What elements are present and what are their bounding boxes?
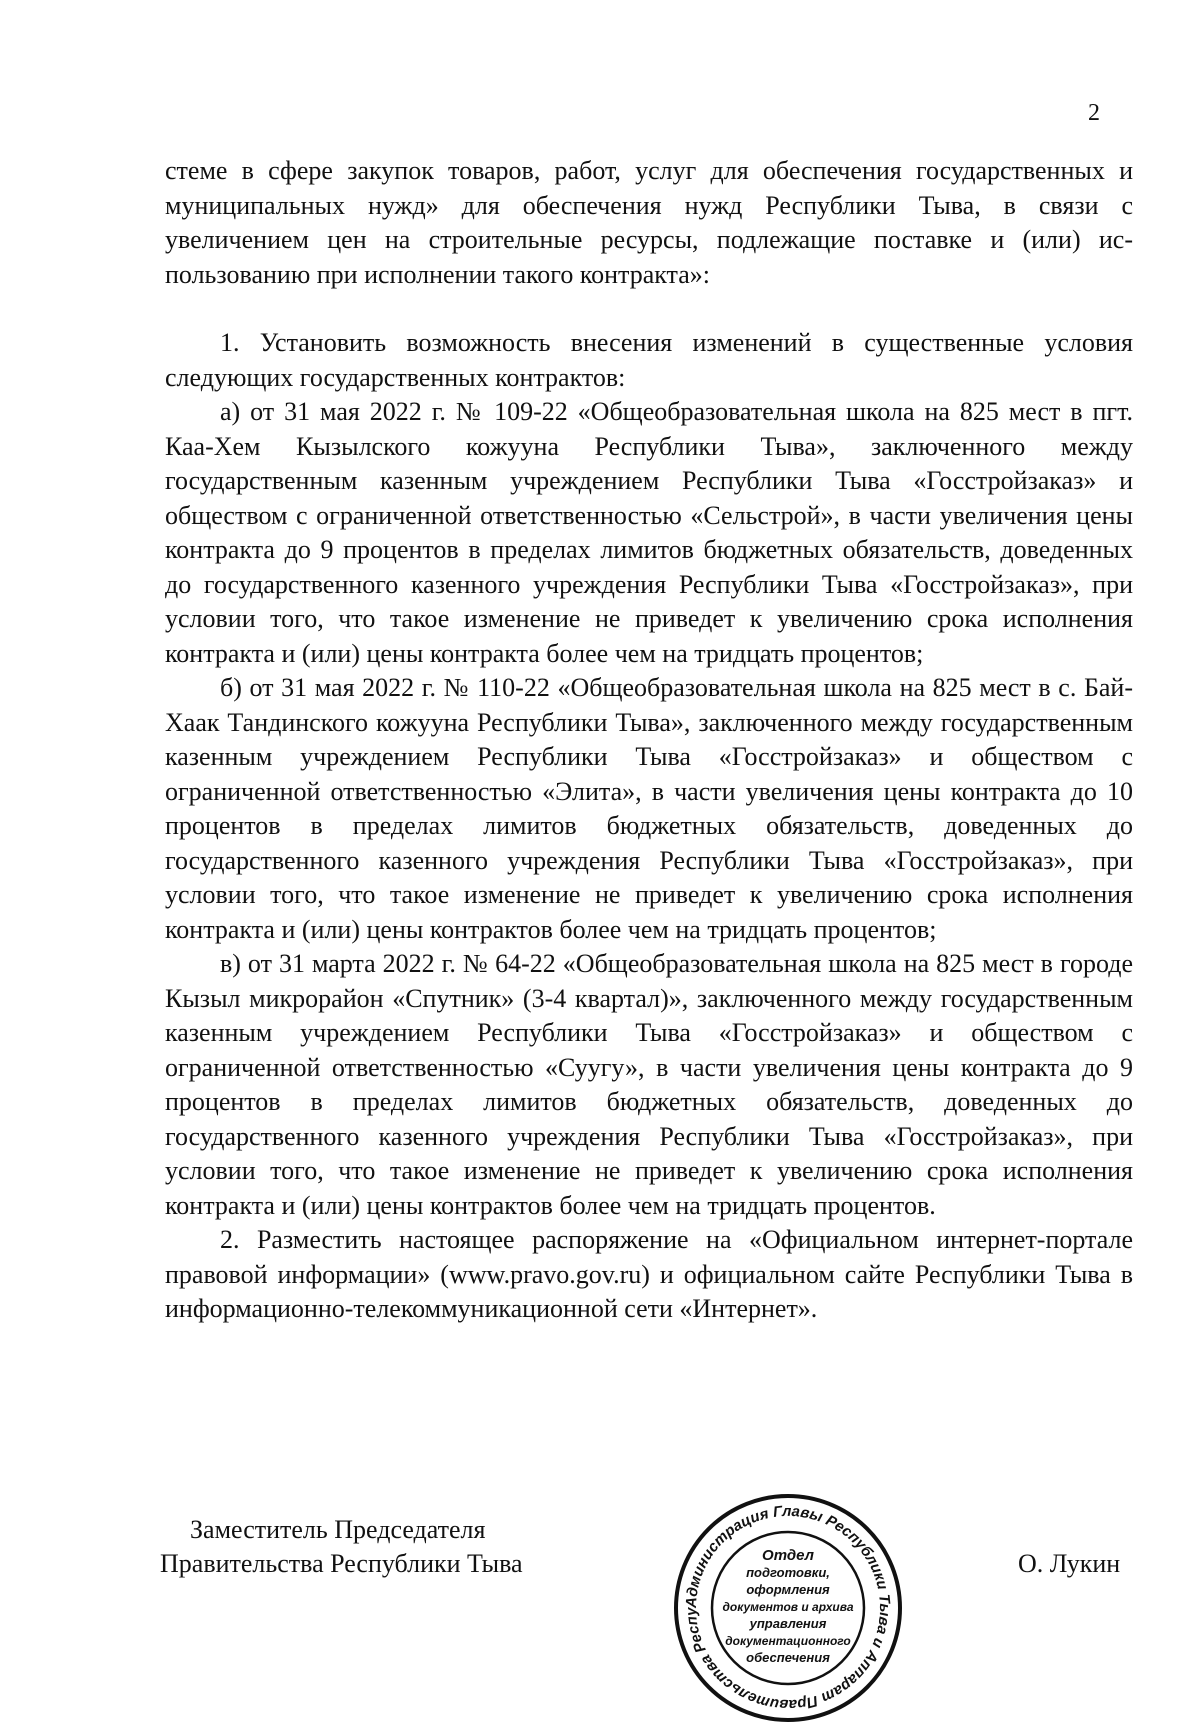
document-body [165,154,1133,1327]
stamp-center-line: оформления [746,1582,830,1597]
stamp-center-line: подготовки, [746,1565,830,1580]
stamp-center-line: Отдел [762,1547,814,1564]
signature-block [160,1513,523,1581]
paragraph-item-1b: б) от 31 мая 2022 г. № 110-22 «Общеобразовательная школа на 825 мест в с. Бай-Хаак Тандинского кожууна Республики Тыва», заключенного между государственным казенным учреждением Республики Тыва «Госстройзаказ» и обществом с ограниченной ответственностью «Элита», в части увеличения цены контракта до 10 процентов в пределах лимитов бюджетных обязательств, доведенных до государственного казенного учреждения Республики Тыва «Госстройзаказ», при условии того, что такое изменение не приведет к увеличению срока исполнения контракта и (или) цены контрактов более чем на тридцать процентов; [165,673,1133,944]
paragraph-item-1: 1. Установить возможность внесения изменений в существенные условия следующих государственных контрактов: [165,328,1133,392]
stamp-center-line: управления [749,1616,827,1631]
stamp-center-line: документационного [725,1634,851,1648]
paragraph-item-1a: а) от 31 мая 2022 г. № 109-22 «Общеобразовательная школа на 825 мест в пгт. Каа-Хем Кызылского кожууна Республики Тыва», заключенного между государственным казенным учреждением Республики Тыва «Госстройзаказ» и обществом с ограниченной ответственностью «Сельстрой», в части увеличения цены контракта до 9 процентов в пределах лимитов бюджетных обязательств, доведенных до государственного казенного учреждения Республики Тыва «Госстройзаказ», при условии того, что такое изменение не приведет к увеличению срока исполнения контракта и (или) цены контракта более чем на тридцать процентов; [165,397,1133,668]
signer-title-line2: Правительства Республики Тыва [160,1549,523,1578]
stamp-center-line: документов и архива [722,1600,854,1614]
paragraph-item-2: 2. Разместить настоящее распоряжение на «Официальном интернет-портале правовой информации» (www.pravo.gov.ru) и официальном сайте Республики Тыва в информационно-телекоммуникационной сети «Интернет». [165,1225,1133,1323]
paragraph-intro-continuation: стеме в сфере закупок товаров, работ, услуг для обеспечения государственных и муниципальных нужд» для обеспечения нужд Республики Тыва, в связи с увеличением цен на строительные ресурсы, подлежащие поставке и (или) использованию при исполнении такого контракта»: [165,156,1133,289]
signer-name: О. Лукин [1018,1549,1121,1578]
paragraph-item-1c: в) от 31 марта 2022 г. № 64-22 «Общеобразовательная школа на 825 мест в городе Кызыл микрорайон «Спутник» (3-4 квартал)», заключенного между государственным казенным учреждением Республики Тыва «Госстройзаказ» и обществом с ограниченной ответственностью «Суугу», в части увеличения цены контракта до 9 процентов в пределах лимитов бюджетных обязательств, доведенных до государственного казенного учреждения Республики Тыва «Госстройзаказ», при условии того, что такое изменение не приведет к увеличению срока исполнения контракта и (или) цены контрактов более чем на тридцать процентов. [165,949,1133,1220]
page-number: 2 [1088,100,1100,126]
stamp-seal-graphic [668,1488,908,1728]
stamp-ring-text: Администрация Главы Республики Тыва и Аппарат Правительства Респу [682,1502,894,1714]
official-stamp [668,1488,908,1728]
stamp-center-line: обеспечения [746,1650,830,1665]
signer-title-line1: Заместитель Председателя [190,1515,486,1544]
